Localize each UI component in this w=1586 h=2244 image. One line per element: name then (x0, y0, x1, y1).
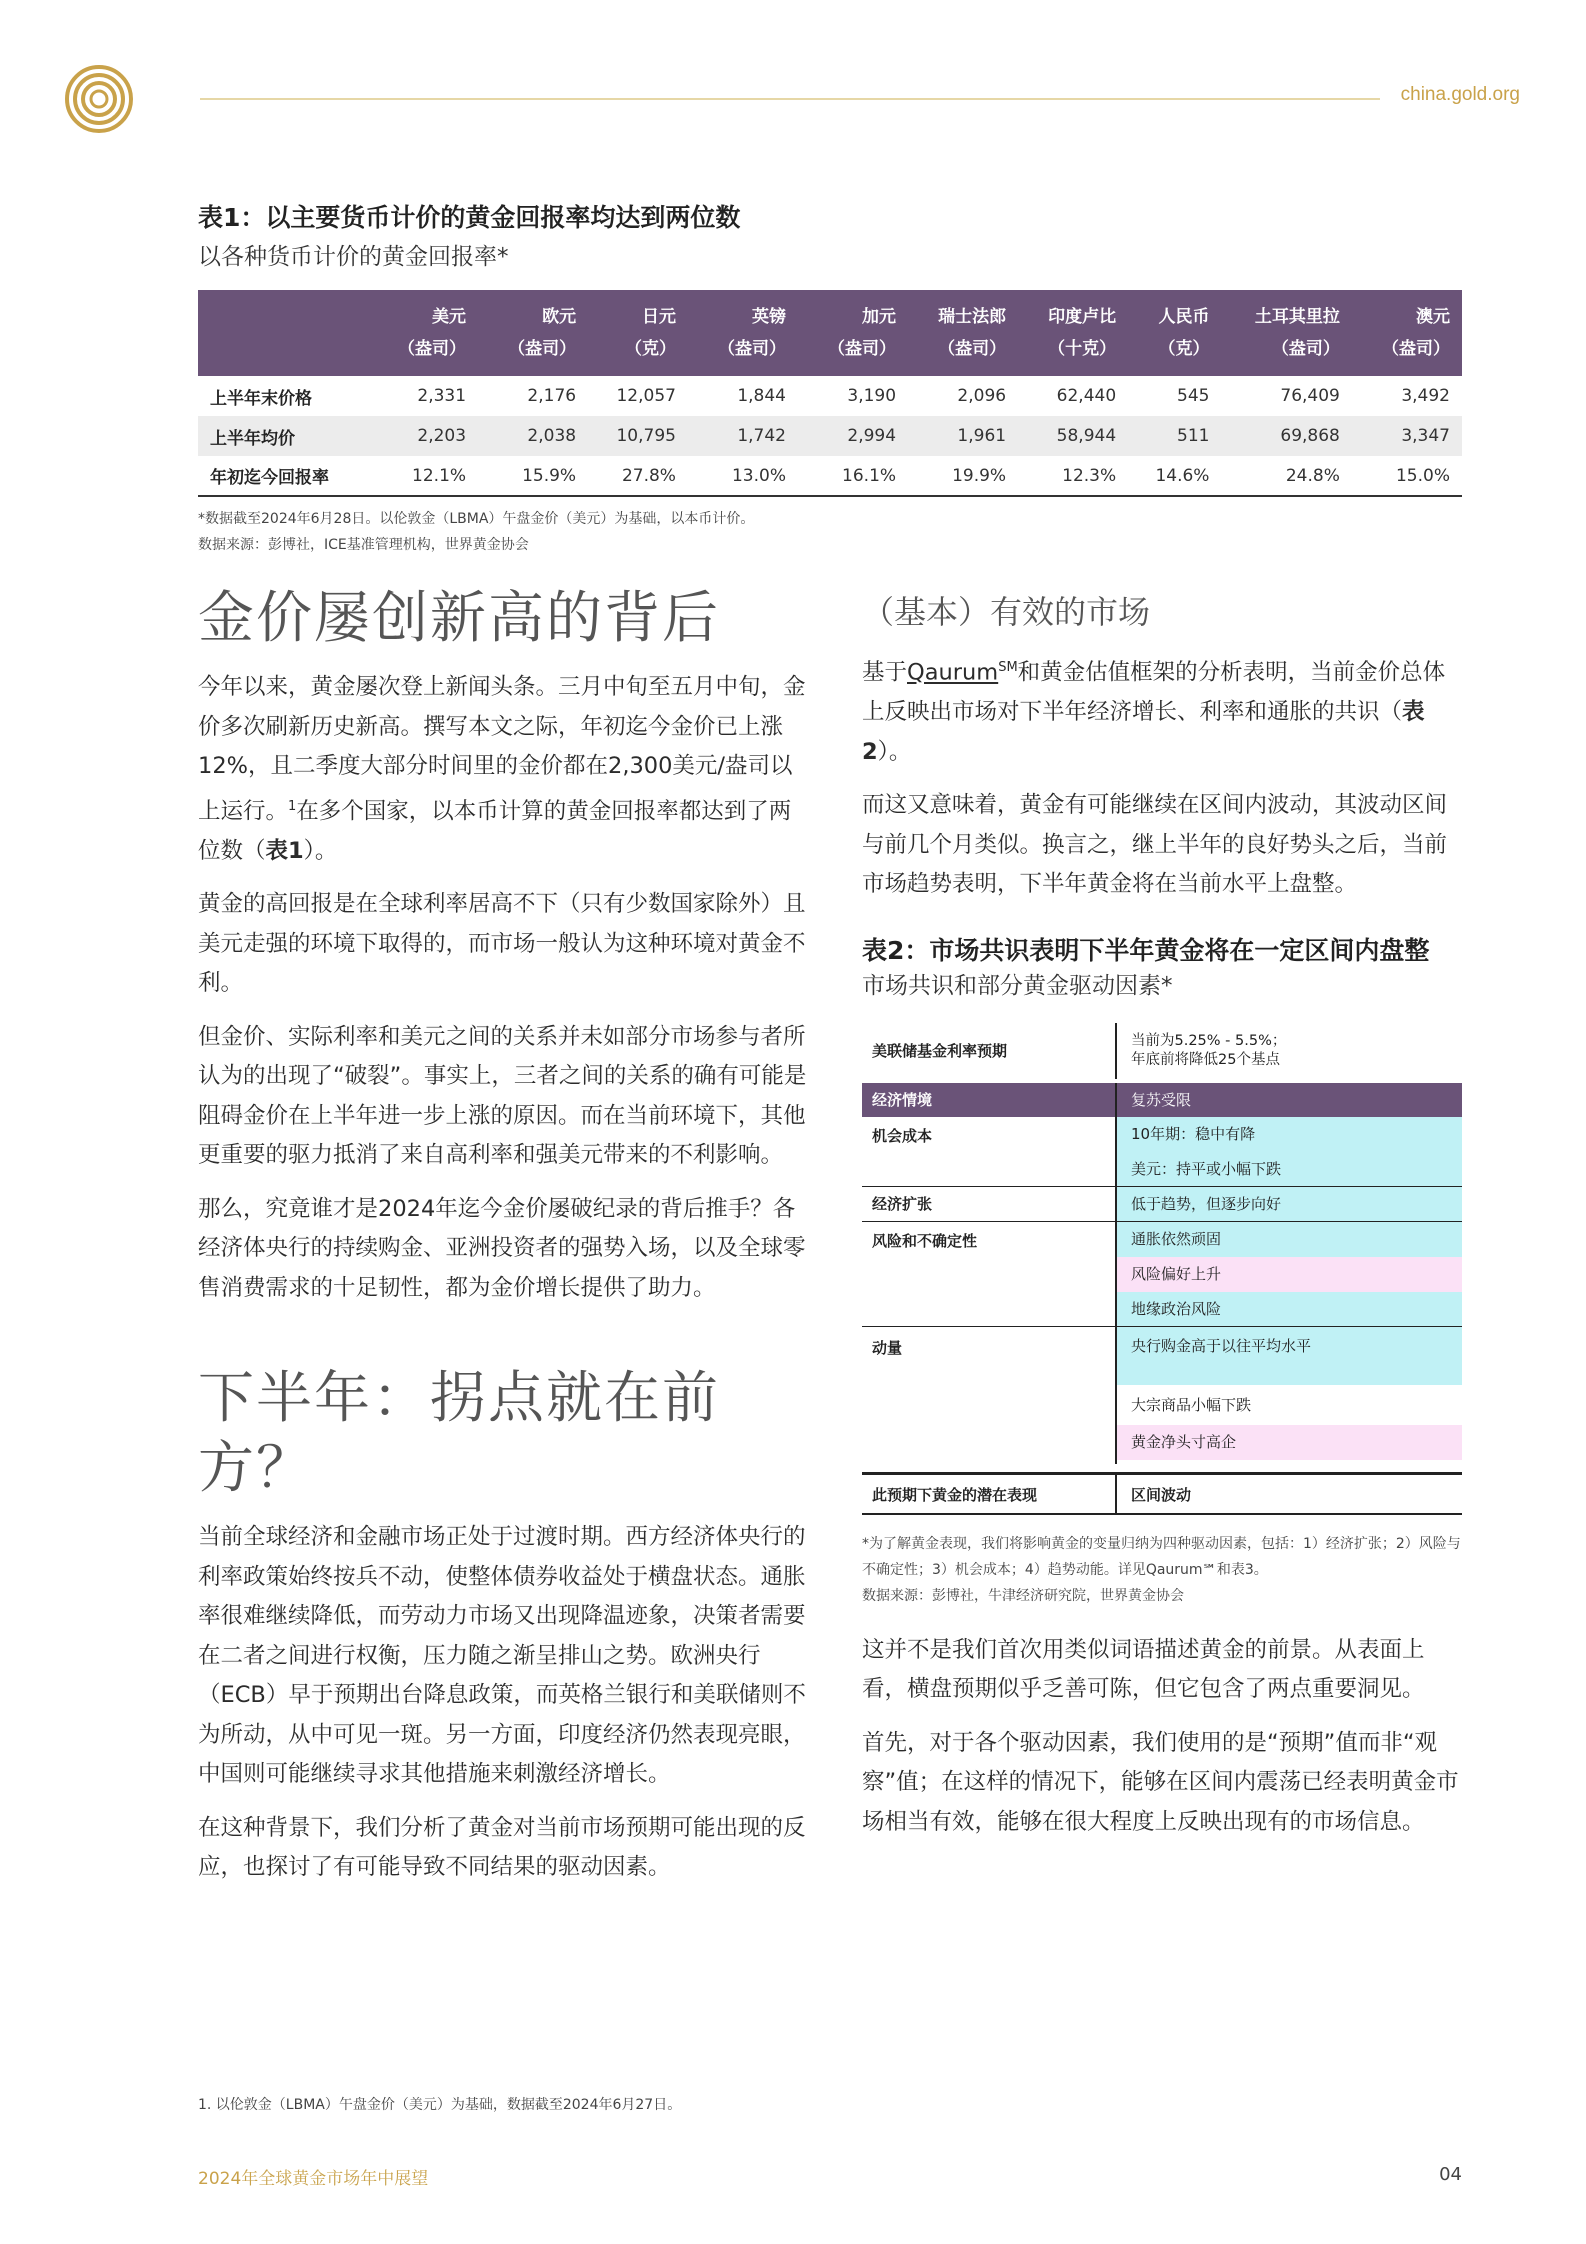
row-label: 机会成本 (862, 1117, 1117, 1187)
table-row (198, 456, 1462, 496)
table-cell: 地缘政治风险 (1117, 1292, 1462, 1327)
qaurum-link[interactable]: Qaurum (907, 659, 999, 686)
table-cell: 1,742 (688, 416, 798, 456)
table-cell: 1,844 (737, 386, 786, 406)
table-cell: 15.9% (478, 456, 588, 496)
table-cell: 复苏受限 (1117, 1083, 1462, 1117)
section-heading-efficient-market: （基本）有效的市场 (862, 593, 1151, 631)
table-cell: 69,868 (1221, 416, 1351, 456)
table1-subtitle: 以各种货币计价的黄金回报率* (198, 244, 509, 270)
table-cell: 16.1% (798, 456, 908, 496)
table2-notes (862, 1531, 1462, 1609)
table-cell: 13.0% (688, 456, 798, 496)
row-label: 动量 (862, 1327, 1117, 1464)
page-number: 04 (1439, 2164, 1462, 2185)
column-header: 澳元 （盎司） (1352, 290, 1462, 376)
table-cell: 央行购金高于以往平均水平 (1117, 1327, 1462, 1385)
column-header: 加元 （盎司） (798, 290, 908, 376)
column-header: 人民币 （克） (1128, 290, 1221, 376)
section-heading-record-highs: 金价屡创新高的背后 (198, 586, 720, 651)
row-label: 此预期下黄金的潜在表现 (862, 1475, 1117, 1513)
row-label: 上半年末价格 (210, 388, 312, 409)
table-row (862, 1023, 1462, 1079)
row-label: 美联储基金利率预期 (862, 1023, 1117, 1079)
table-cell: 76,409 (1280, 386, 1340, 406)
right-column (862, 590, 1462, 1842)
row-label: 上半年均价 (198, 416, 368, 456)
table-cell: 2,203 (368, 416, 478, 456)
column-header: 印度卢比 （十克） (1018, 290, 1128, 376)
table-cell: 12,057 (616, 386, 676, 406)
market-consensus-table (862, 1023, 1462, 1515)
table-cell: 2,038 (478, 416, 588, 456)
section-heading-turning-point: 下半年：拐点就在前方？ (198, 1366, 720, 1501)
table-row (862, 1187, 1462, 1222)
table-row (198, 416, 1462, 456)
table-row (198, 376, 1462, 416)
column-header: 土耳其里拉 （盎司） (1221, 290, 1351, 376)
column-header: 瑞士法郎 （盎司） (908, 290, 1018, 376)
column-header: 欧元 （盎司） (478, 290, 588, 376)
paragraph: 今年以来，黄金屡次登上新闻头条。三月中旬至五月中旬，金价多次刷新历史新高。撰写本文之际，年初迄今金价已上涨12%，且二季度大部分时间里的金价都在2,300美元/盎司以上运行。$^1$在多个国家，以本币计算的黄金回报率都达到了两位数（表1）。 (198, 674, 806, 864)
table-row (862, 1117, 1462, 1187)
table-header-row (198, 290, 1462, 376)
table2-reference-link[interactable]: 表2 (862, 699, 1425, 765)
table2-footnote: *为了解黄金表现，我们将影响黄金的变量归纳为四种驱动因素，包括：1）经济扩张；2）风险与不确定性；3）机会成本；4）趋势动能。详见Qaurum℠和表3。 (862, 1535, 1461, 1578)
paragraph: 那么，究竟谁才是2024年迄今金价屡破纪录的背后推手？各经济体央行的持续购金、亚洲投资者的强势入场，以及全球零售消费需求的十足韧性，都为金价增长提供了助力。 (198, 1195, 806, 1301)
world-gold-council-logo-icon (64, 64, 134, 134)
gold-returns-table (198, 290, 1462, 497)
site-url-link[interactable]: china.gold.org (1400, 84, 1520, 105)
paragraph: 而这又意味着，黄金有可能继续在区间内波动，其波动区间与前几个月类似。换言之，继上半年的良好势头之后，当前市场趋势表明，下半年黄金将在当前水平上盘整。 (862, 792, 1448, 897)
table-cell: 3,492 (1401, 386, 1450, 406)
column-header: 英镑 （盎司） (688, 290, 798, 376)
table-row (862, 1083, 1462, 1117)
column-header: 美元 （盎司） (368, 290, 478, 376)
paragraph: 当前全球经济和金融市场正处于过渡时期。西方经济体央行的利率政策始终按兵不动，使整体债券收益处于横盘状态。通胀率很难继续降低，而劳动力市场又出现降温迹象，决策者需要在二者之间进行权衡，压力随之渐呈排山之势。欧洲央行（ECB）早于预期出台降息政策，而英格兰银行和美联储则不为所动，从中可见一斑。另一方面，印度经济仍然表现亮眼，中国则可能继续寻求其他措施来刺激经济增长。 (198, 1524, 806, 1787)
report-title: 2024年全球黄金市场年中展望 (198, 2169, 429, 2189)
table-cell: 10,795 (588, 416, 688, 456)
table-row (862, 1475, 1462, 1515)
table-row (862, 1327, 1462, 1464)
paragraph: 首先，对于各个驱动因素，我们使用的是“预期”值而非“观察”值；在这样的情况下，能够在区间内震荡已经表明黄金市场相当有效，能够在很大程度上反映出现有的市场信息。 (862, 1729, 1459, 1835)
paragraph: 在这种背景下，我们分析了黄金对当前市场预期可能出现的反应，也探讨了有可能导致不同结果的驱动因素。 (198, 1814, 806, 1880)
table-cell: 区间波动 (1131, 1485, 1192, 1504)
table-cell: 27.8% (588, 456, 688, 496)
footnote-marker[interactable]: 1 (288, 798, 297, 814)
paragraph: 基于Qaurum℠和黄金估值框架的分析表明，当前金价总体上反映出市场对下半年经济增长、利率和通胀的共识（表2）。 (862, 659, 1446, 765)
table2-source: 数据来源：彭博社，牛津经济研究院，世界黄金协会 (862, 1587, 1184, 1604)
table-cell: 2,096 (957, 386, 1007, 406)
table-cell: 美元：持平或小幅下跌 (1117, 1152, 1462, 1187)
table1-notes (198, 506, 754, 558)
paragraph: 黄金的高回报是在全球利率居高不下（只有少数国家除外）且美元走强的环境下取得的，而市场一般认为这种环境对黄金不利。 (198, 891, 806, 996)
table-cell: 风险偏好上升 (1117, 1257, 1462, 1292)
table2-title: 表2：市场共识表明下半年黄金将在一定区间内盘整 (862, 935, 1430, 965)
table2-subtitle: 市场共识和部分黄金驱动因素* (862, 972, 1173, 999)
table-cell: 大宗商品小幅下跌 (1131, 1395, 1252, 1414)
column-header: 日元 （克） (588, 290, 688, 376)
table-cell: 3,347 (1352, 416, 1462, 456)
paragraph: 但金价、实际利率和美元之间的关系并未如部分市场参与者所认为的出现了“破裂”。事实上，三者之间的关系的确有可能是阻碍金价在上半年进一步上涨的原因。而在当前环境下，其他更重要的驱力抵消了来自高利率和强美元带来的不利影响。 (198, 1023, 807, 1168)
table-cell: 62,440 (1056, 386, 1117, 406)
row-label: 经济扩张 (862, 1187, 1117, 1222)
paragraph: 这并不是我们首次用类似词语描述黄金的前景。从表面上看，横盘预期似乎乏善可陈，但它包含了两点重要洞见。 (862, 1636, 1425, 1702)
table-cell: 545 (1177, 386, 1210, 406)
table1-reference-link[interactable]: 表1 (265, 837, 304, 864)
table-cell: 12.1% (368, 456, 478, 496)
table1-source: 数据来源：彭博社，ICE基准管理机构，世界黄金协会 (198, 537, 529, 553)
left-column (198, 584, 808, 1888)
table-cell: 15.0% (1352, 456, 1462, 496)
table-cell: 黄金净头寸高企 (1117, 1425, 1462, 1460)
table1-title: 表1：以主要货币计价的黄金回报率均达到两位数 (198, 203, 741, 232)
header-rule (200, 98, 1380, 100)
table-cell: 2,331 (417, 386, 467, 406)
table-cell: 当前为5.25% - 5.5%； 年底前将降低25个基点 (1131, 1032, 1287, 1068)
table-row (862, 1222, 1462, 1327)
table-cell: 低于趋势，但逐步向好 (1117, 1187, 1462, 1222)
table-cell: 10年期：稳中有降 (1117, 1117, 1462, 1152)
table-cell: 通胀依然顽固 (1117, 1222, 1462, 1257)
table-cell: 14.6% (1128, 456, 1221, 496)
table-header-empty (198, 290, 368, 376)
table-cell: 58,944 (1018, 416, 1128, 456)
page-footnote: 1. 以伦敦金（LBMA）午盘金价（美元）为基础，数据截至2024年6月27日。 (198, 2097, 682, 2113)
row-label: 经济情境 (862, 1083, 1117, 1117)
table-cell: 1,961 (908, 416, 1018, 456)
table-cell: 12.3% (1018, 456, 1128, 496)
row-label: 年初迄今回报率 (198, 456, 368, 496)
table-cell: 24.8% (1221, 456, 1351, 496)
table-cell: 2,176 (527, 386, 577, 406)
table-cell: 19.9% (908, 456, 1018, 496)
table-cell: 3,190 (847, 386, 897, 406)
table-cell: 511 (1128, 416, 1221, 456)
table-cell: 2,994 (798, 416, 908, 456)
table1-footnote: *数据截至2024年6月28日。以伦敦金（LBMA）午盘金价（美元）为基础，以本币计价。 (198, 511, 755, 527)
row-label: 风险和不确定性 (862, 1222, 1117, 1327)
